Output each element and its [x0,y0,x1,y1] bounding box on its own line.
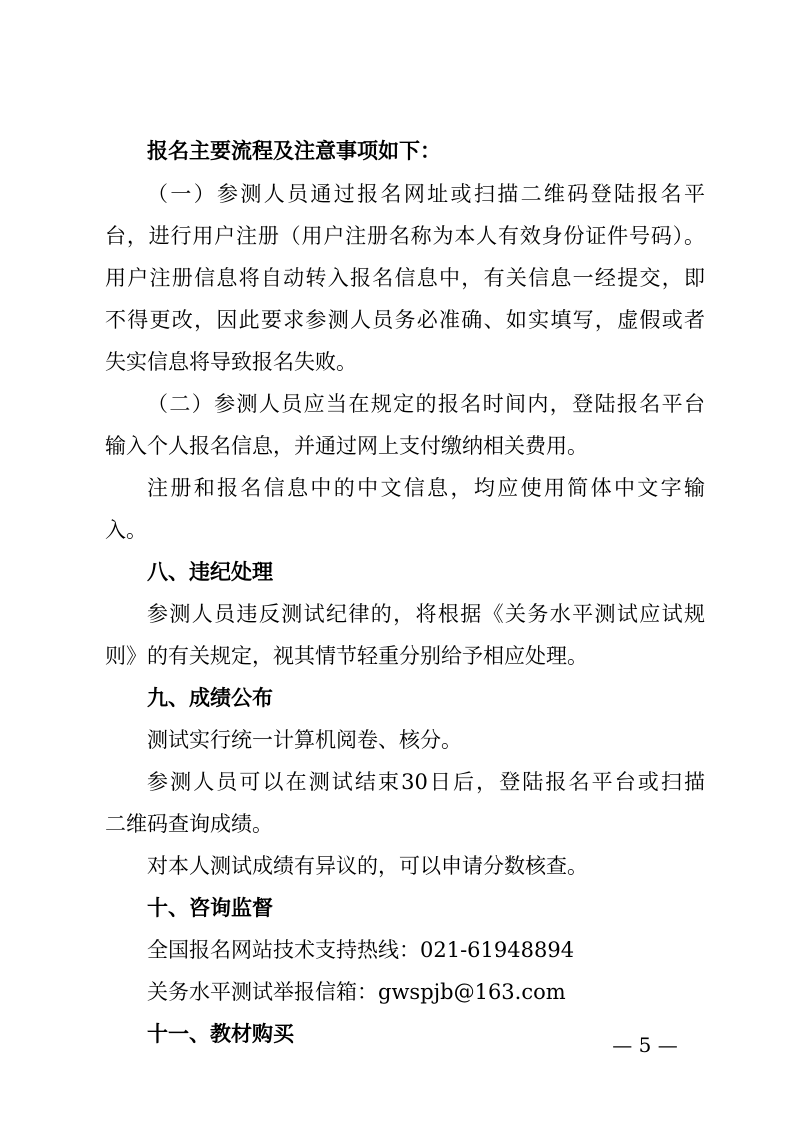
step2-line1: （二）参测人员应当在规定的报名时间内，登陆报名平台 [147,392,705,416]
section11-title: 十一、教材购买 [147,1022,294,1046]
section9-title: 九、成绩公布 [147,686,273,710]
flow-heading: 报名主要流程及注意事项如下： [147,139,441,163]
step1-line4: 不得更改，因此要求参测人员务必准确、如实填写，虚假或者 [105,308,705,332]
page-number: — 5 — [612,1033,678,1057]
section8-line1: 参测人员违反测试纪律的，将根据《关务水平测试应试规 [147,602,705,626]
section8-line2: 则》的有关规定，视其情节轻重分别给予相应处理。 [105,644,588,668]
section8-title: 八、违纪处理 [147,560,273,584]
step1-line1: （一）参测人员通过报名网址或扫描二维码登陆报名平 [147,182,705,206]
section10-title: 十、咨询监督 [147,896,273,920]
note-line2: 入。 [105,518,147,542]
hotline-line: 全国报名网站技术支持热线：021-61948894 [147,938,575,962]
step1-line3: 用户注册信息将自动转入报名信息中，有关信息一经提交，即 [105,266,705,290]
email-line: 关务水平测试举报信箱：gwspjb@163.com [147,980,566,1004]
section9-line3: 二维码查询成绩。 [105,812,273,836]
section9-line1: 测试实行统一计算机阅卷、核分。 [147,728,462,752]
section9-line2: 参测人员可以在测试结束30日后，登陆报名平台或扫描 [147,770,705,794]
step1-line2: 台，进行用户注册（用户注册名称为本人有效身份证件号码）。 [105,224,705,248]
step2-line2: 输入个人报名信息，并通过网上支付缴纳相关费用。 [105,434,588,458]
step1-line5: 失实信息将导致报名失败。 [105,350,357,374]
note-line1: 注册和报名信息中的中文信息，均应使用简体中文字输 [147,476,705,500]
section9-line4: 对本人测试成绩有异议的，可以申请分数核查。 [147,854,588,878]
